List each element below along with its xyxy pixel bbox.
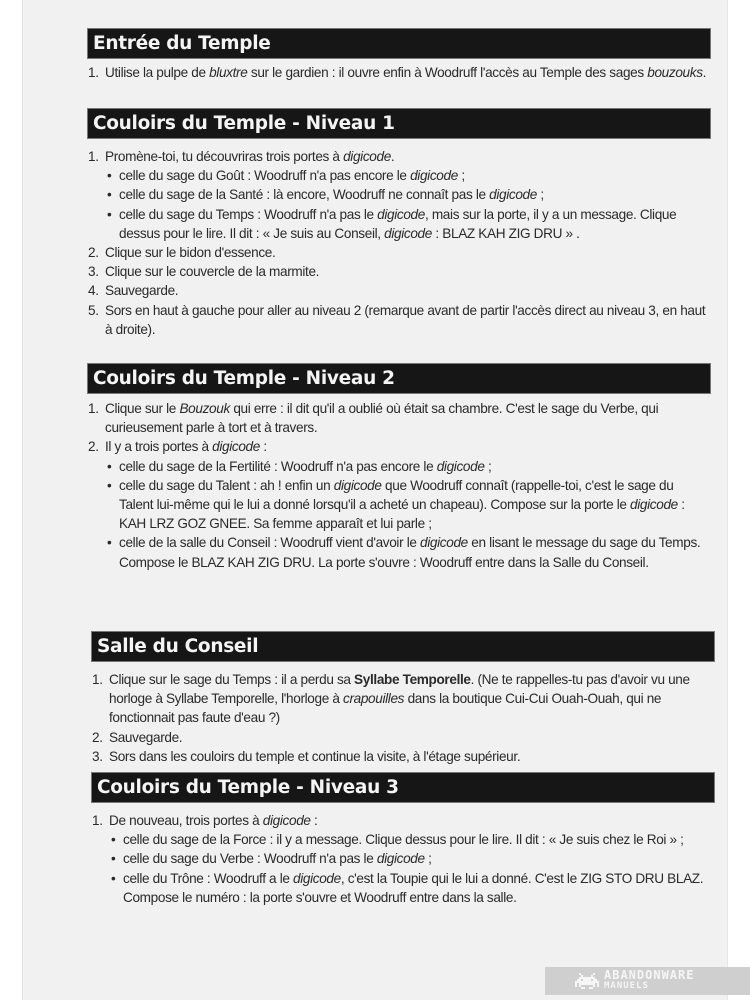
italic-term: bluxtre (209, 65, 248, 80)
abandonware-watermark (545, 967, 750, 995)
bullet-item (88, 457, 710, 476)
step-text: Utilise la pulpe de (105, 65, 210, 80)
bullet-item (92, 869, 714, 907)
step-text: Sauvegarde. (109, 729, 183, 745)
italic-term: digicode (333, 477, 382, 493)
step-text: qui erre : il dit qu'il a oublié où était sa chambre. C'est le sage du Verbe, qui curieusement parle à tort et à travers. (105, 401, 659, 436)
space-invader-icon (575, 973, 599, 989)
section-heading: Couloirs du Temple - Niveau 2 (88, 364, 710, 393)
italic-term: digicode (384, 225, 432, 241)
italic-term: digicode (410, 168, 458, 184)
bullet-text: celle du sage de la Fertilité : Woodruff n'a pas encore le (119, 458, 437, 474)
step-text: Clique sur le bidon d'essence. (105, 245, 276, 261)
bullet-text: que Woodruff connaît (rappelle-toi, c'est le sage du Talent lui-même qui le lui a donné lorsqu'il a acheté un chapeau). Compose sur la porte le (119, 477, 674, 513)
watermark-text (604, 970, 694, 992)
bullet-text: , c'est la Toupie qui le lui a donné. C'est le ZIG STO DRU BLAZ. Compose le numéro : la porte s'ouvre et Woodruff entre dans la salle. (123, 870, 704, 905)
step-number: 3. (92, 748, 103, 764)
italic-term: crapouilles (343, 691, 405, 707)
step-number: 1. (88, 65, 99, 80)
step-number: 4. (88, 283, 99, 299)
italic-term: digicode (262, 813, 311, 828)
section-body (88, 399, 710, 572)
step-item (92, 811, 714, 830)
bullet-text: celle du sage de la Santé : là encore, Woodruff ne connaît pas le (119, 187, 490, 203)
step-text: : (310, 813, 318, 828)
step-number: 5. (88, 302, 99, 318)
step-text: sur le gardien : il ouvre enfin à Woodruff l'accès au Temple des sages (247, 65, 648, 80)
italic-term: digicode (489, 187, 537, 203)
step-number: 2. (92, 729, 103, 745)
bullet-icon: • (111, 832, 116, 848)
watermark-line2: MANUELS (604, 981, 649, 991)
step-text: Clique sur le couvercle de la marmite. (105, 264, 320, 280)
bullet-text: celle du sage du Temps : Woodruff n'a pas le (119, 206, 378, 222)
step-text: Sors dans les couloirs du temple et continue la visite, à l'étage supérieur. (109, 748, 521, 764)
watermark-line1: ABANDONWARE (604, 968, 695, 982)
section-heading: Salle du Conseil (92, 632, 714, 661)
italic-term: Bouzouk (179, 401, 230, 416)
bullet-icon: • (107, 206, 112, 222)
section-heading: Couloirs du Temple - Niveau 3 (92, 773, 714, 802)
section-couloirs-niveau-1 (88, 109, 710, 339)
step-item (88, 301, 710, 339)
section-body (88, 63, 710, 82)
bullet-icon: • (107, 458, 112, 474)
section-couloirs-niveau-3 (92, 773, 714, 907)
step-text: Sauvegarde. (105, 283, 179, 299)
italic-term: digicode (436, 458, 485, 474)
section-salle-du-conseil (92, 632, 714, 766)
step-item (88, 147, 710, 166)
bullet-item (88, 205, 710, 243)
bullet-item (92, 849, 714, 868)
step-text: Clique sur le (105, 401, 180, 416)
step-text: Sors en haut à gauche pour aller au niveau 2 (remarque avant de partir l'accès direct au niveau 3, en haut à droite). (105, 302, 706, 337)
italic-term: digicode (377, 206, 425, 222)
step-number: 1. (88, 149, 99, 164)
step-text: dans la boutique Cui-Cui Ouah-Ouah, qui ne fonctionnait pas faute d'eau ?) (109, 691, 662, 726)
bullet-icon: • (107, 477, 112, 493)
manual-page (22, 0, 728, 1000)
step-text: Clique sur le sage du Temps : il a perdu sa (109, 672, 355, 687)
step-text: . (702, 65, 707, 80)
bullet-text: celle du sage du Verbe : Woodruff n'a pas le (123, 851, 377, 867)
bullet-item (88, 476, 710, 534)
italic-term: digicode (293, 870, 341, 886)
italic-term: digicode (212, 439, 260, 455)
bullet-text: ; (457, 168, 465, 184)
bullet-item (88, 533, 710, 571)
bullet-text: celle du sage du Goût : Woodruff n'a pas encore le (119, 168, 411, 184)
step-text: : (259, 439, 267, 455)
section-heading: Entrée du Temple (88, 29, 710, 58)
bullet-text: ; (484, 458, 492, 474)
step-number: 1. (92, 672, 103, 687)
step-item (88, 262, 710, 281)
step-item (88, 437, 710, 456)
bullet-item (88, 166, 710, 185)
bullet-text: ; (424, 851, 432, 867)
step-item (88, 243, 710, 262)
bullet-icon: • (107, 168, 112, 184)
step-number: 2. (88, 439, 99, 455)
step-item (92, 670, 714, 728)
step-number: 1. (88, 401, 99, 416)
bullet-text: celle du sage de la Force : il y a message. Clique dessus pour le lire. Il dit : « Je suis chez le Roi » ; (123, 832, 684, 848)
step-item (92, 747, 714, 766)
section-couloirs-niveau-2 (88, 364, 710, 572)
bold-term: Syllabe Temporelle (354, 672, 471, 687)
step-text: . (Ne te rappelles-tu pas d'avoir vu une horloge à Syllabe Temporelle, l'horloge à (109, 672, 690, 707)
step-text: Il y a trois portes à (105, 439, 213, 455)
bullet-text: en lisant le message du sage du Temps. Compose le BLAZ KAH ZIG DRU. La porte s'ouvre : Woodruff entre dans la Salle du Conseil. (119, 535, 701, 570)
bullet-icon: • (111, 851, 116, 867)
section-body (88, 147, 710, 339)
step-text: . (390, 149, 395, 164)
italic-term: digicode (343, 149, 391, 164)
bullet-icon: • (111, 870, 116, 886)
step-item (92, 728, 714, 747)
step-number: 3. (88, 264, 99, 280)
italic-term: bouzouks (647, 65, 703, 80)
step-text: Promène-toi, tu découvriras trois portes à (105, 149, 344, 164)
bullet-text: , mais sur la porte, il y a un message. Clique dessus pour le lire. Il dit : « Je suis au Conseil, (119, 206, 677, 241)
bullet-item (92, 830, 714, 849)
bullet-text: ; (536, 187, 544, 203)
step-number: 2. (88, 245, 99, 261)
italic-term: digicode (420, 535, 468, 551)
step-item (88, 399, 710, 437)
bullet-text: : BLAZ KAH ZIG DRU » . (431, 225, 580, 241)
section-entree-du-temple (88, 29, 710, 82)
italic-term: digicode (630, 497, 678, 513)
section-body (92, 670, 714, 766)
bullet-item (88, 185, 710, 204)
section-heading: Couloirs du Temple - Niveau 1 (88, 109, 710, 138)
step-number: 1. (92, 813, 103, 828)
bullet-icon: • (107, 187, 112, 203)
italic-term: digicode (376, 851, 425, 867)
bullet-text: : KAH LRZ GOZ GNEE. Sa femme apparaît et lui parle ; (119, 497, 685, 532)
section-body (92, 811, 714, 907)
bullet-text: celle du sage du Talent : ah ! enfin un (119, 477, 334, 493)
bullet-text: celle de la salle du Conseil : Woodruff vient d'avoir le (119, 535, 421, 551)
step-item (88, 281, 710, 300)
bullet-text: celle du Trône : Woodruff a le (123, 870, 294, 886)
step-item (88, 63, 710, 82)
bullet-icon: • (107, 535, 112, 551)
step-text: De nouveau, trois portes à (109, 813, 263, 828)
